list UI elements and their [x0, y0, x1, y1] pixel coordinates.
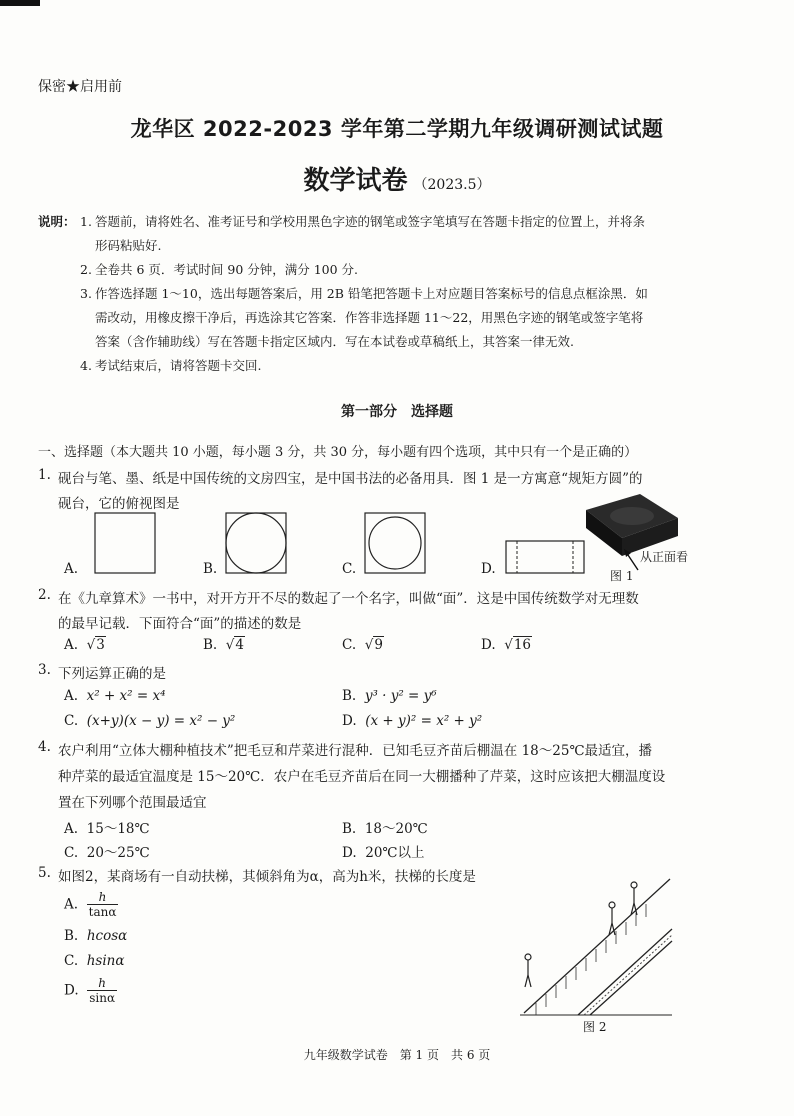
q4-text-line3: 置在下列哪个范围最适宜	[58, 795, 207, 811]
instruction-text: 答案（含作辅助线）写在答题卡指定区域内．写在本试卷或草稿纸上，其答案一律无效.	[95, 334, 574, 349]
instruction-text: 全卷共 6 页．考试时间 90 分钟，满分 100 分.	[95, 262, 359, 277]
q1-text-line2: 砚台，它的俯视图是	[58, 496, 180, 512]
q3-option-b: B. y³ · y² = y⁶	[342, 688, 437, 704]
instruction-number: 4.	[80, 358, 92, 373]
q4-option-b: B. 18～20℃	[342, 821, 428, 837]
q1-text-line1: 砚台与笔、墨、纸是中国传统的文房四宝，是中国书法的必备用具．图 1 是一方寓意“规矩方圆”的	[58, 471, 643, 487]
q5-option-d: D. $\frac{h}{\sin\alpha}$	[64, 976, 116, 1005]
instruction-number: 2.	[80, 262, 92, 277]
q5-stem: 如图2，某商场有一自动扶梯，其倾斜角为α，高为h米，扶梯的长度是	[58, 869, 476, 885]
q4-text-line2: 种芹菜的最适宜温度是 15～20℃．农户在毛豆齐苗后在同一大棚播种了芹菜，这时应该把大棚温度设	[58, 769, 666, 785]
section-intro: 一、选择题（本大题共 10 小题，每小题 3 分，共 30 分，每小题有四个选项，其中只有一个是正确的）	[38, 445, 638, 460]
q1-option-d-label: D.	[481, 561, 496, 577]
instruction-text: 形码粘贴好.	[95, 238, 162, 253]
instruction-number: 1.	[80, 214, 92, 229]
view-direction-label: 从正面看	[640, 550, 689, 564]
q4-option-a: A. 15～18℃	[64, 821, 150, 837]
q1-option-b-figure	[225, 512, 287, 574]
figure2-caption: 图 2	[583, 1020, 607, 1034]
exam-subtitle	[0, 160, 794, 197]
q3-option-a: A. x² + x² = x⁴	[64, 688, 166, 704]
q2-option-b: B. √4	[203, 637, 244, 653]
q2-option-d: D. √16	[481, 637, 532, 653]
instruction-number: 3.	[80, 286, 92, 301]
instruction-text: 答题前，请将姓名、准考证号和学校用黑色字迹的钢笔或签字笔填写在答题卡指定的位置上，并将条	[95, 214, 646, 229]
q4-number: 4.	[38, 739, 51, 755]
q1-option-a-label: A.	[64, 561, 79, 577]
q2-text-line1: 在《九章算术》一书中，对开方开不尽的数起了一个名字，叫做“面”．这是中国传统数学对无理数	[58, 591, 639, 607]
escalator-figure	[516, 875, 676, 1020]
q2-number: 2.	[38, 587, 51, 603]
subject-title: 数学试卷	[303, 166, 408, 196]
q3-option-d: D. (x + y)² = x² + y²	[342, 713, 483, 729]
q2-text-line2: 的最早记载．下面符合“面”的描述的数是	[58, 616, 302, 632]
q4-text-line1: 农户利用“立体大棚种植技术”把毛豆和芹菜进行混种．已知毛豆齐苗后棚温在 18～25℃最适宜，播	[58, 743, 653, 759]
confidential-label: 保密★启用前	[38, 79, 122, 95]
instruction-text: 需改动，用橡皮擦干净后，再选涂其它答案．作答非选择题 11～22，用黑色字迹的钢笔或签字笔将	[95, 310, 644, 325]
section-title: 第一部分 选择题	[341, 404, 453, 420]
q5-option-a: A. $\frac{h}{\tan\alpha}$	[64, 890, 117, 919]
q1-number: 1.	[38, 467, 51, 483]
q5-option-b: B. hcosα	[64, 928, 128, 944]
q1-option-d-figure	[505, 540, 585, 574]
q4-option-c: C. 20～25℃	[64, 845, 150, 861]
q2-option-a: A. √3	[64, 637, 105, 653]
page-footer: 九年级数学试卷 第 1 页 共 6 页	[303, 1048, 491, 1062]
q5-option-c: C. hsinα	[64, 953, 125, 969]
instruction-item	[38, 258, 758, 282]
q2-option-c: C. √9	[342, 637, 383, 653]
q5-number: 5.	[38, 865, 51, 881]
q1-option-c-label: C.	[342, 561, 357, 577]
instruction-text: 作答选择题 1～10，选出每题答案后，用 2B 铅笔把答题卡上对应题目答案标号的信息点框涂黑．如	[95, 286, 648, 301]
instructions-label: 说明：	[38, 214, 76, 229]
q3-stem: 下列运算正确的是	[58, 666, 166, 682]
exam-title: 龙华区 2022-2023 学年第二学期九年级调研测试试题	[130, 117, 664, 141]
instruction-item	[38, 282, 758, 306]
q3-number: 3.	[38, 662, 51, 678]
instructions	[38, 210, 758, 378]
q1-option-c-figure	[364, 512, 426, 574]
q4-option-d: D. 20℃以上	[342, 845, 425, 861]
instruction-text: 考试结束后，请将答题卡交回.	[95, 358, 262, 373]
q3-option-c: C. (x+y)(x − y) = x² − y²	[64, 713, 236, 729]
instruction-item	[38, 354, 758, 378]
scan-corner-mark	[0, 0, 40, 6]
figure1-caption: 图 1	[610, 569, 634, 583]
exam-date: （2023.5）	[413, 177, 491, 193]
q1-option-b-label: B.	[203, 561, 218, 577]
q1-option-a-figure	[94, 512, 156, 574]
instruction-item	[38, 210, 758, 234]
